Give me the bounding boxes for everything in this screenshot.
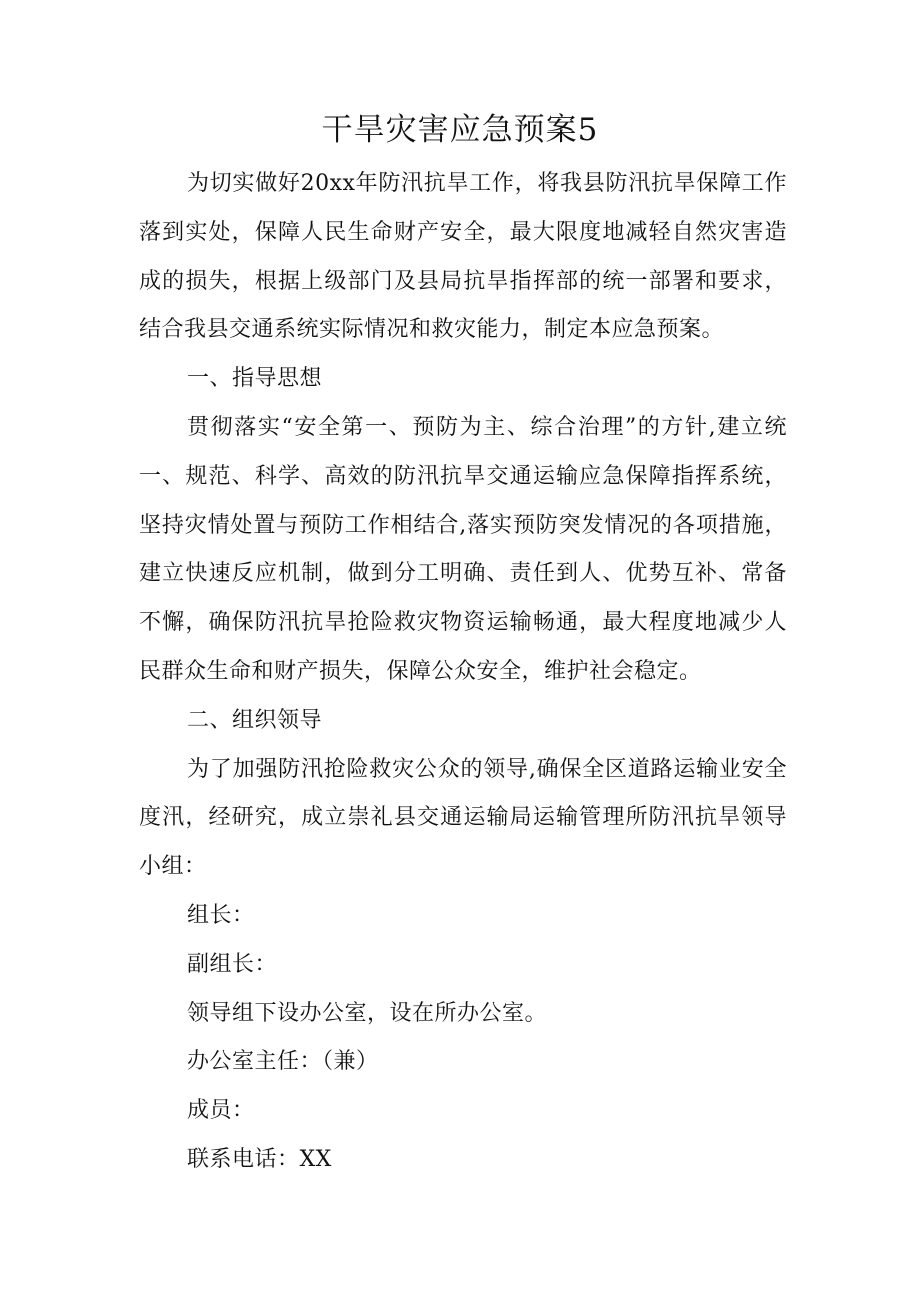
organization-paragraph: 为了加强防汛抢险救灾公众的领导,确保全区道路运输业安全度汛，经研究，成立崇礼县交通运输局运输管理所防汛抗旱领导小组： [139,756,787,880]
section-heading-organization: 二、组织领导 [187,707,323,733]
deputy-leader-line: 副组长： [187,951,278,977]
members-line: 成员： [187,1098,255,1124]
section-heading-guiding-principle: 一、指导思想 [187,366,323,392]
office-director-line: 办公室主任：（兼） [187,1049,379,1075]
intro-paragraph: 为切实做好20xx年防汛抗旱工作，将我县防汛抗旱保障工作落到实处，保障人民生命财产安全，最大限度地减轻自然灾害造成的损失，根据上级部门及县局抗旱指挥部的统一部署和要求，结合我县交通系统实际情况和救灾能力，制定本应急预案。 [139,171,787,343]
guiding-principle-paragraph: 贯彻落实“安全第一、预防为主、综合治理”的方针,建立统一、规范、科学、高效的防汛抗旱交通运输应急保障指挥系统，坚持灾情处置与预防工作相结合,落实预防突发情况的各项措施，建立快速反应机制，做到分工明确、责任到人、优势互补、常备不懈，确保防汛抗旱抢险救灾物资运输畅通，最大程度地减少人民群众生命和财产损失，保障公众安全，维护社会稳定。 [139,414,787,684]
contact-phone-line: 联系电话：XX [187,1146,332,1172]
group-leader-line: 组长： [187,902,255,928]
document-body [139,160,787,1185]
office-setup-line: 领导组下设办公室，设在所办公室。 [187,1000,548,1026]
document-title: 干旱灾害应急预案5 [321,112,599,148]
